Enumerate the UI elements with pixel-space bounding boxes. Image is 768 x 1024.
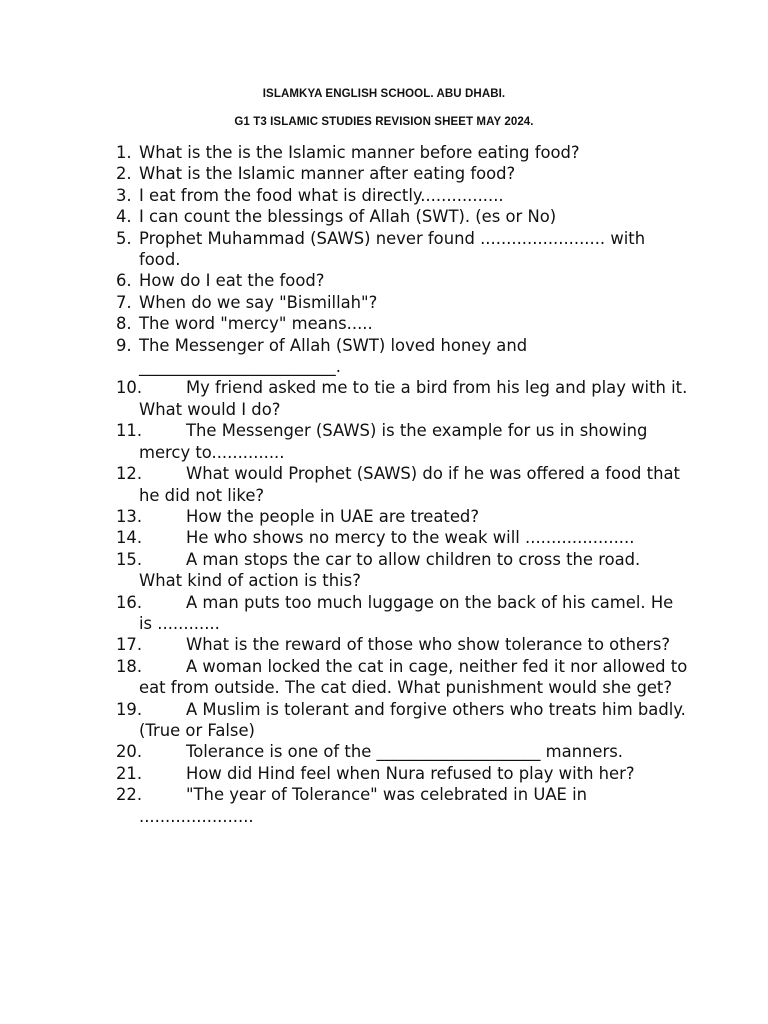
question-text: How the people in UAE are treated? <box>186 506 480 526</box>
question-text: The Messenger (SAWS) is the example for us in showing mercy to.............. <box>139 421 648 462</box>
question-number: 8. <box>116 314 132 334</box>
question-text: What would Prophet (SAWS) do if he was offered a food that he did not like? <box>139 464 680 505</box>
question-item <box>116 292 688 313</box>
question-item <box>116 763 688 784</box>
question-number: 11. <box>116 421 143 441</box>
question-item <box>116 377 688 420</box>
question-text: A Muslim is tolerant and forgive others who treats him badly. (True or False) <box>139 699 686 740</box>
question-text: "The year of Tolerance" was celebrated in UAE in ...................... <box>139 785 588 826</box>
question-item <box>116 549 688 592</box>
question-item <box>116 784 688 827</box>
question-text: When do we say "Bismillah"? <box>139 292 378 312</box>
question-item <box>116 656 688 699</box>
question-text: A woman locked the cat in cage, neither fed it nor allowed to eat from outside. The cat died. What punishment would she get? <box>139 656 688 698</box>
question-text: He who shows no mercy to the weak will ..................... <box>186 528 635 548</box>
question-text: I eat from the food what is directly................ <box>139 185 504 205</box>
question-number: 9. <box>116 335 132 355</box>
question-number: 21. <box>116 763 143 783</box>
question-number: 19. <box>116 699 143 719</box>
question-text: A man puts too much luggage on the back of his camel. He is ............ <box>139 592 674 633</box>
question-text: A man stops the car to allow children to cross the road. What kind of action is this? <box>139 549 641 591</box>
sheet-title: G1 T3 ISLAMIC STUDIES REVISION SHEET MAY 2024. <box>234 116 534 128</box>
question-text: How do I eat the food? <box>139 271 325 291</box>
question-list <box>116 142 688 827</box>
question-text: What is the reward of those who show tolerance to others? <box>186 635 671 655</box>
question-item <box>116 527 688 548</box>
question-item <box>116 228 688 271</box>
question-item <box>116 313 688 334</box>
school-title: ISLAMKYA ENGLISH SCHOOL. ABU DHABI. <box>262 88 506 100</box>
question-item <box>116 506 688 527</box>
question-item <box>116 420 688 463</box>
question-number: 16. <box>116 592 143 612</box>
question-item <box>116 270 688 291</box>
question-text: The word "mercy" means..... <box>139 314 373 334</box>
question-item <box>116 335 688 378</box>
question-number: 17. <box>116 635 143 655</box>
question-item <box>116 142 688 163</box>
question-text: What is the Islamic manner after eating food? <box>139 164 516 184</box>
question-item <box>116 463 688 506</box>
question-item <box>116 185 688 206</box>
question-item <box>116 699 688 742</box>
question-item <box>116 163 688 184</box>
question-item <box>116 206 688 227</box>
question-number: 7. <box>116 292 132 312</box>
question-text: I can count the blessings of Allah (SWT). (es or No) <box>139 207 557 227</box>
question-text: The Messenger of Allah (SWT) loved honey and ________________________. <box>139 335 528 377</box>
question-number: 22. <box>116 785 143 805</box>
question-number: 13. <box>116 506 143 526</box>
question-text: What is the is the Islamic manner before eating food? <box>139 143 580 162</box>
question-number: 15. <box>116 549 143 569</box>
question-number: 18. <box>116 656 143 676</box>
question-number: 14. <box>116 528 143 548</box>
question-number: 10. <box>116 378 143 398</box>
question-number: 5. <box>116 228 132 248</box>
question-number: 4. <box>116 207 132 227</box>
question-number: 2. <box>116 164 132 184</box>
question-number: 20. <box>116 742 143 762</box>
question-number: 1. <box>116 143 132 162</box>
question-item <box>116 741 688 762</box>
question-item <box>116 634 688 655</box>
question-text: How did Hind feel when Nura refused to play with her? <box>186 763 635 783</box>
question-number: 3. <box>116 185 132 205</box>
question-number: 12. <box>116 464 143 484</box>
question-text: My friend asked me to tie a bird from his leg and play with it. What would I do? <box>139 378 688 419</box>
question-number: 6. <box>116 271 132 291</box>
question-item <box>116 592 688 635</box>
question-text: Tolerance is one of the ____________________ manners. <box>186 742 623 762</box>
question-text: Prophet Muhammad (SAWS) never found ........................ with food. <box>139 228 646 270</box>
